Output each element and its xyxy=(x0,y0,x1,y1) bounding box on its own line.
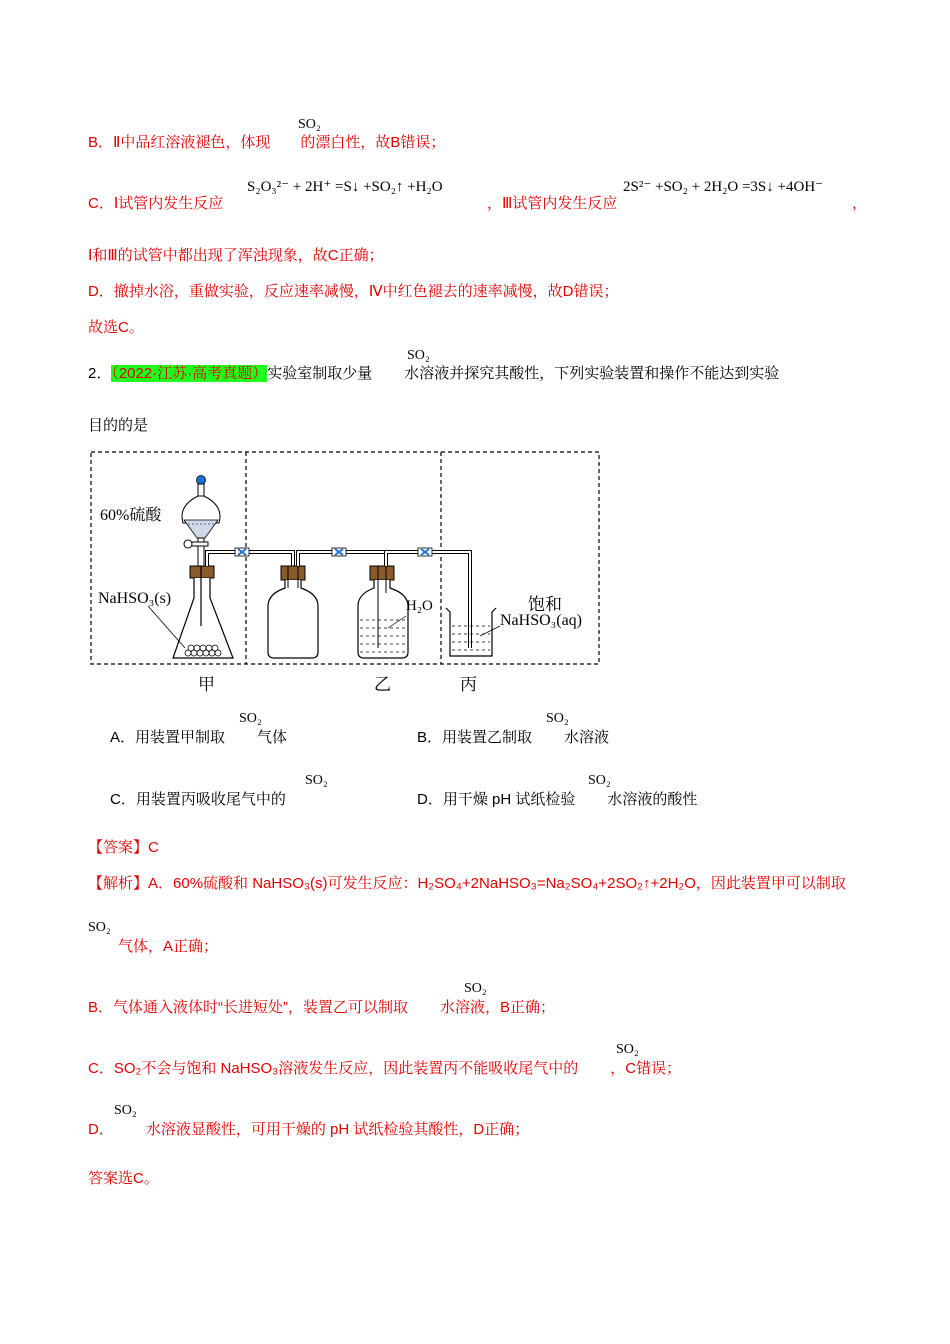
option-c[interactable] xyxy=(110,788,286,809)
apparatus-svg xyxy=(88,448,608,698)
so2-formula: SO₂ xyxy=(407,348,430,363)
so2-formula: SO₂ xyxy=(298,117,321,132)
analysis-final: 答案选C。 xyxy=(88,1170,159,1187)
saturated-label: 饱和 xyxy=(528,595,562,614)
prev-b-post: 的漂白性，故B错误； xyxy=(300,134,446,151)
flask-stopper xyxy=(190,566,214,578)
prev-c-line xyxy=(88,192,223,213)
analysis-a-line: 【解析】A．60%硫酸和 NaHSO₃(s)可发生反应：H₂SO₄+2NaHSO₃=Na₂SO₄+2SO₂↑+2H₂O，因此装置甲可以制取 xyxy=(88,875,846,892)
so2-formula: SO₂ xyxy=(546,711,569,726)
section-label-yi: 乙 xyxy=(374,675,391,694)
option-b-post: 水溶液 xyxy=(564,729,610,746)
solid-granules xyxy=(185,645,221,656)
option-d[interactable] xyxy=(417,788,697,809)
separatory-funnel xyxy=(182,496,220,523)
analysis-d-pre: D． xyxy=(88,1121,114,1138)
acid-label: 60%硫酸 xyxy=(100,507,162,524)
option-b-pre: B．用装置乙制取 xyxy=(417,729,533,746)
water-label: H₂O xyxy=(406,598,433,614)
option-b[interactable] xyxy=(417,726,609,747)
so2-formula: SO₂ xyxy=(464,981,487,996)
gas-bottle-1 xyxy=(268,580,318,658)
saturated-solution-label: NaHSO₃(aq) xyxy=(500,612,582,629)
question-stem-cont: 目的的是 xyxy=(88,417,149,434)
option-a[interactable] xyxy=(110,726,287,747)
analysis-b-pre: B．气体通入液体时“长进短处”，装置乙可以制取 xyxy=(88,999,408,1016)
question-stem xyxy=(88,362,779,383)
prev-b-line xyxy=(88,131,445,152)
option-a-post: 气体 xyxy=(257,729,288,746)
prev-c-post: ， xyxy=(852,195,868,212)
analysis-b-line xyxy=(88,996,555,1017)
question-number: 2． xyxy=(88,365,112,382)
bottle2-stopper xyxy=(370,566,394,580)
option-a-pre: A．用装置甲制取 xyxy=(110,729,226,746)
analysis-c-post: ，C错误； xyxy=(610,1060,682,1077)
so2-formula: SO₂ xyxy=(239,711,262,726)
prev-c-mid: ，Ⅲ试管内发生反应 xyxy=(487,195,618,212)
reaction-formula-1: S₂O₃²⁻ + 2H⁺ =S↓ +SO₂↑ +H₂O xyxy=(247,179,443,195)
option-c-pre: C．用装置丙吸收尾气中的 xyxy=(110,791,286,808)
so2-formula: SO₂ xyxy=(114,1103,137,1118)
so2-formula: SO₂ xyxy=(616,1042,639,1057)
prev-c-pre: C．Ⅰ试管内发生反应 xyxy=(88,195,224,212)
frame-dashed xyxy=(91,452,599,664)
so2-formula: SO₂ xyxy=(588,773,611,788)
question-stem-pre: 实验室制取少量 xyxy=(267,365,373,382)
analysis-a-cont: 气体，A正确； xyxy=(118,938,219,955)
bottle1-stopper xyxy=(281,566,305,580)
funnel-stopper xyxy=(197,476,206,485)
option-d-post: 水溶液的酸性 xyxy=(607,791,698,808)
reaction-formula-2: 2S²⁻ +SO₂ + 2H₂O =3S↓ +4OH⁻ xyxy=(623,179,824,195)
so2-formula: SO₂ xyxy=(88,920,111,935)
question-stem-post: 水溶液并探究其酸性，下列实验装置和操作不能达到实验 xyxy=(404,365,780,382)
question-source-badge: （2022·江苏·高考真题） xyxy=(111,365,268,382)
option-d-pre: D．用干燥 pH 试纸检验 xyxy=(417,791,576,808)
prev-c-cont: Ⅰ和Ⅲ的试管中都出现了浑浊现象，故C正确； xyxy=(88,247,384,264)
analysis-c-line xyxy=(88,1057,681,1078)
section-label-bing: 丙 xyxy=(460,675,477,694)
answer-label: 【答案】C xyxy=(88,839,159,856)
so2-formula: SO₂ xyxy=(305,773,328,788)
solid-label: NaHSO₃(s) xyxy=(98,590,172,607)
prev-conclusion: 故选C。 xyxy=(88,319,144,336)
prev-d-line: D．撤掉水浴，重做实验，反应速率减慢，Ⅳ中红色褪去的速率减慢，故D错误； xyxy=(88,283,619,300)
analysis-b-post: 水溶液，B正确； xyxy=(440,999,556,1016)
analysis-d-post: 水溶液显酸性，可用干燥的 pH 试纸检验其酸性，D正确； xyxy=(145,1121,530,1138)
analysis-c-pre: C．SO₂不会与饱和 NaHSO₃溶液发生反应，因此装置丙不能吸收尾气中的 xyxy=(88,1060,579,1077)
analysis-d-line xyxy=(88,1118,529,1139)
apparatus-diagram xyxy=(88,448,608,702)
prev-b-pre: B．Ⅱ中品红溶液褪色，体现 xyxy=(88,134,271,151)
section-label-jia: 甲 xyxy=(198,675,215,694)
gas-bottle-2 xyxy=(358,580,408,658)
